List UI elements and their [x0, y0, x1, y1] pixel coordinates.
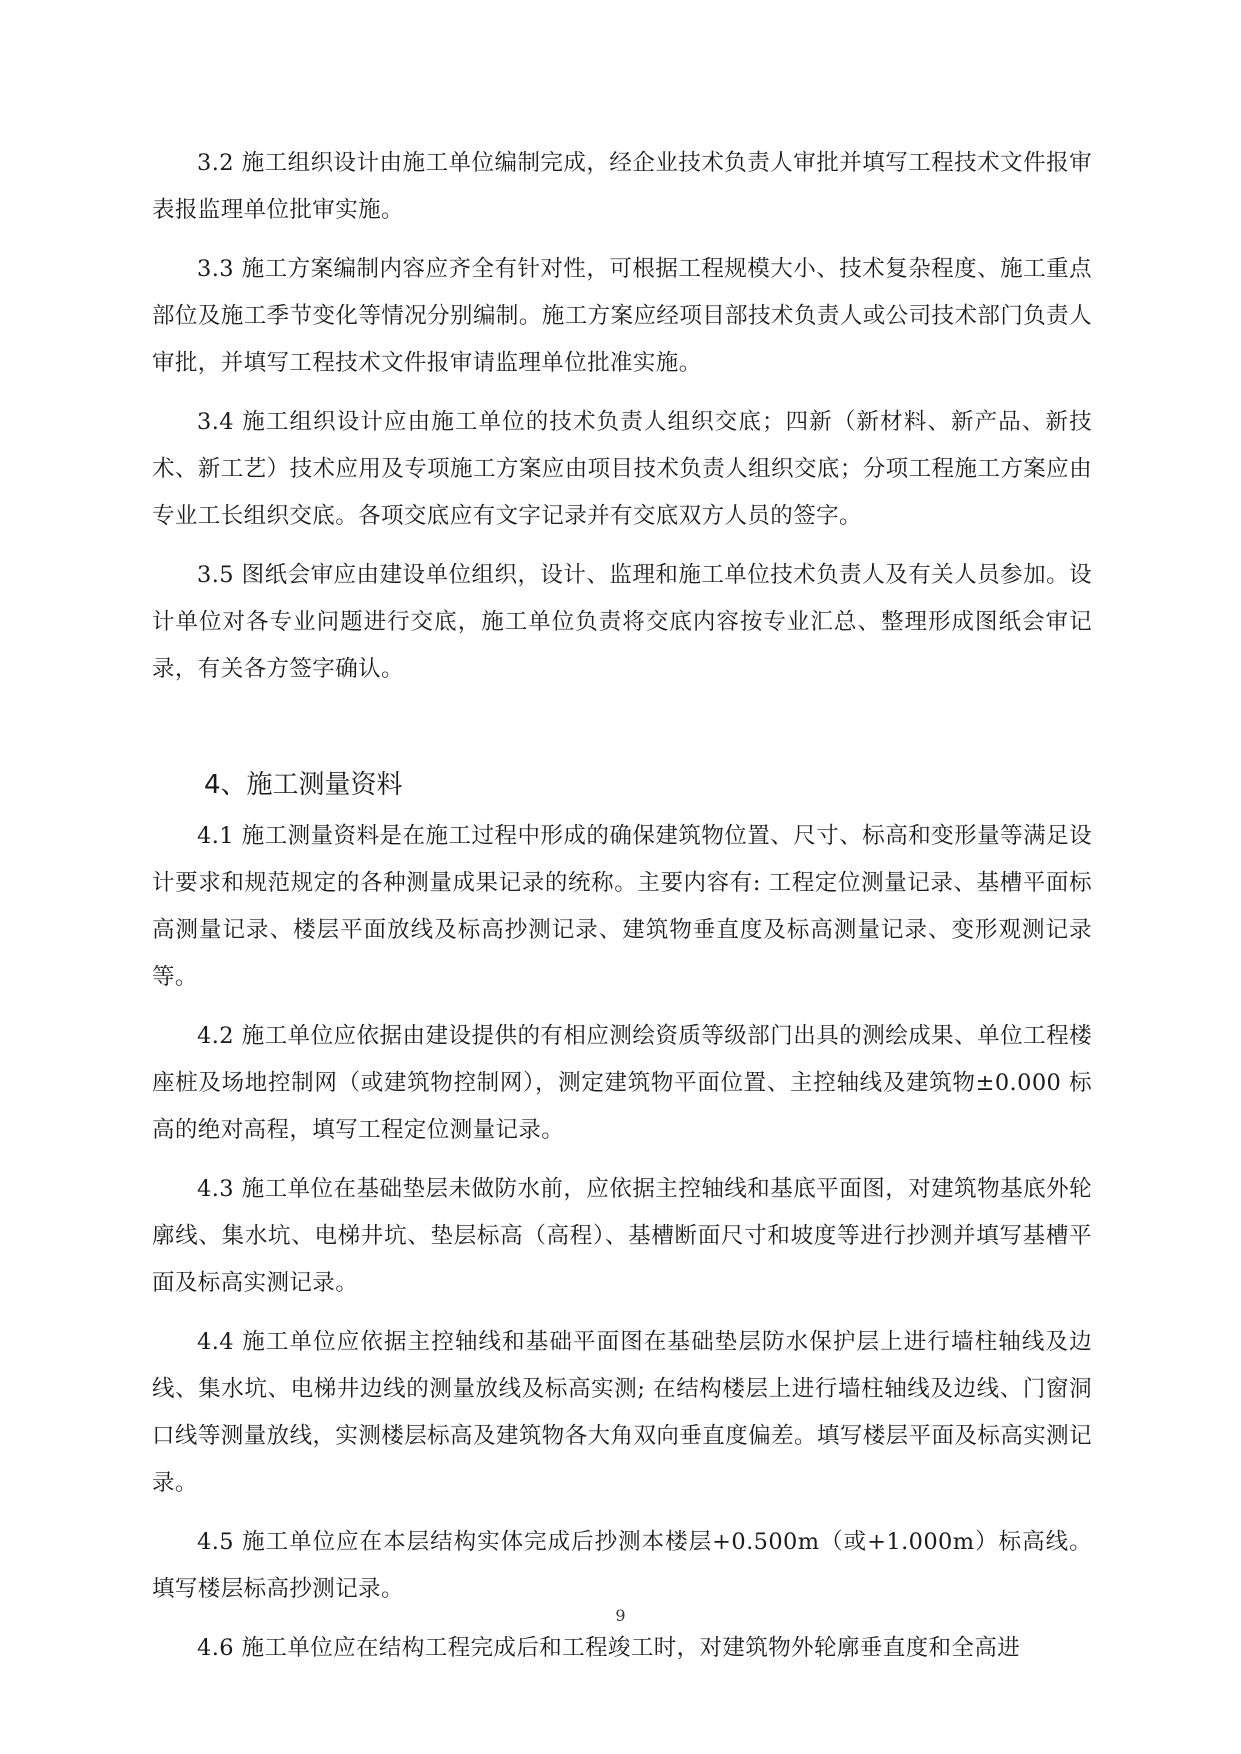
paragraph-4-4: 4.4 施工单位应依据主控轴线和基础平面图在基础垫层防水保护层上进行墙柱轴线及边线、集水坑、电梯井边线的测量放线及标高实测; 在结构楼层上进行墙柱轴线及边线、门窗洞口线等测量放线，实测楼层标高及建筑物各大角双向垂直度偏差。填写楼层平面及标高实测记录。 — [152, 1329, 1092, 1496]
page-number: 9 — [615, 1606, 626, 1625]
section-4-heading: 4、施工测量资料 — [204, 770, 403, 800]
paragraph-4-3: 4.3 施工单位在基础垫层未做防水前，应依据主控轴线和基底平面图，对建筑物基底外轮廓线、集水坑、电梯井坑、垫层标高（高程）、基槽断面尺寸和坡度等进行抄测并填写基槽平面及标高实测记录。 — [152, 1176, 1092, 1296]
paragraph-3-3: 3.3 施工方案编制内容应齐全有针对性，可根据工程规模大小、技术复杂程度、施工重点部位及施工季节变化等情况分别编制。施工方案应经项目部技术负责人或公司技术部门负责人审批，并填写工程技术文件报审请监理单位批准实施。 — [152, 256, 1092, 376]
document-page — [152, 140, 1092, 1684]
paragraph-4-6: 4.6 施工单位应在结构工程完成后和工程竣工时，对建筑物外轮廓垂直度和全高进 — [197, 1635, 1021, 1661]
paragraph-4-5: 4.5 施工单位应在本层结构实体完成后抄测本楼层+0.500m（或+1.000m）标高线。填写楼层标高抄测记录。 — [152, 1529, 1092, 1602]
paragraph-3-5: 3.5 图纸会审应由建设单位组织，设计、监理和施工单位技术负责人及有关人员参加。设计单位对各专业问题进行交底，施工单位负责将交底内容按专业汇总、整理形成图纸会审记录，有关各方签字确认。 — [152, 562, 1092, 682]
paragraph-3-4: 3.4 施工组织设计应由施工单位的技术负责人组织交底；四新（新材料、新产品、新技术、新工艺）技术应用及专项施工方案应由项目技术负责人组织交底；分项工程施工方案应由专业工长组织交底。各项交底应有文字记录并有交底双方人员的签字。 — [152, 409, 1092, 529]
paragraph-4-2: 4.2 施工单位应依据由建设提供的有相应测绘资质等级部门出具的测绘成果、单位工程楼座桩及场地控制网（或建筑物控制网），测定建筑物平面位置、主控轴线及建筑物±0.000 标高的绝对高程，填写工程定位测量记录。 — [152, 1023, 1092, 1143]
paragraph-3-2: 3.2 施工组织设计由施工单位编制完成，经企业技术负责人审批并填写工程技术文件报审表报监理单位批审实施。 — [152, 150, 1092, 223]
paragraph-4-1: 4.1 施工测量资料是在施工过程中形成的确保建筑物位置、尺寸、标高和变形量等满足设计要求和规范规定的各种测量成果记录的统称。主要内容有: 工程定位测量记录、基槽平面标高测量记录、楼层平面放线及标高抄测记录、建筑物垂直度及标高测量记录、变形观测记录等。 — [152, 823, 1092, 990]
